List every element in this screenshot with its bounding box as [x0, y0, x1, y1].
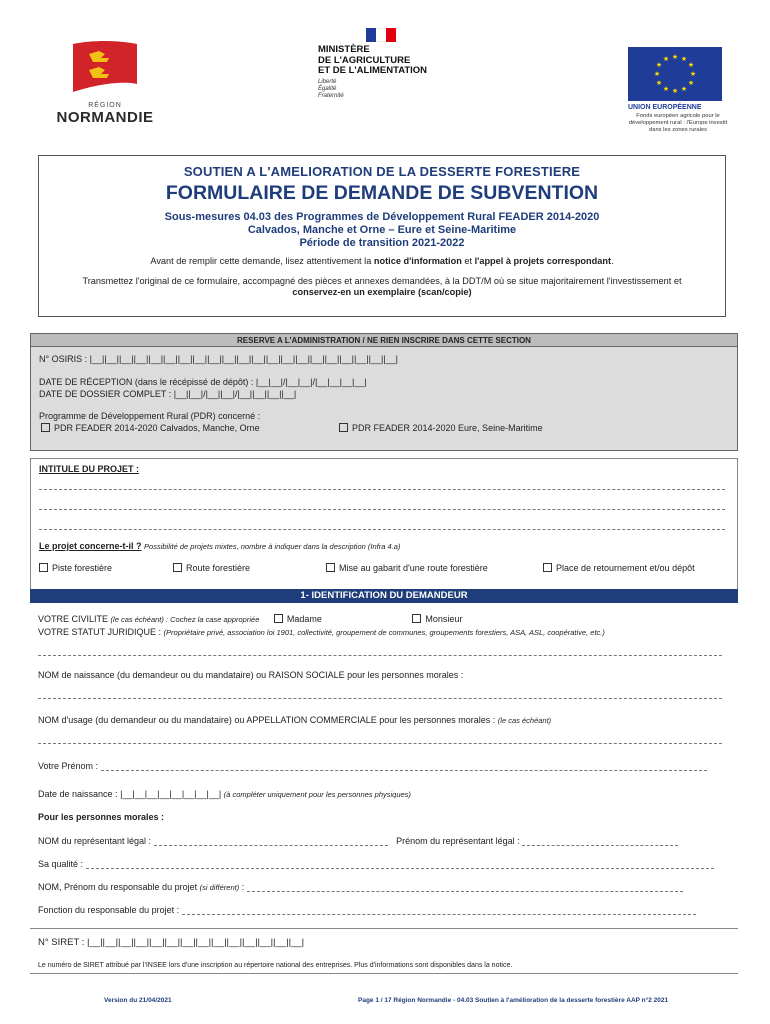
madame-option[interactable]: Madame	[274, 614, 322, 624]
pdr-option-eure[interactable]: PDR FEADER 2014-2020 Eure, Seine-Maritime	[339, 422, 543, 434]
checkbox[interactable]	[274, 614, 283, 623]
notice-text: Avant de remplir cette demande, lisez attentivement la notice d'information et l'appel à projets correspondant.	[150, 256, 614, 266]
representant-row: NOM du représentant légal : Prénom du représentant légal :	[38, 836, 678, 846]
normandie-flag-icon	[67, 40, 143, 98]
svg-text:★: ★	[689, 70, 697, 78]
complete-date-field[interactable]: DATE DE DOSSIER COMPLET : |__||__|/|__||__|/|__||__||__||__|	[39, 389, 297, 399]
form-kicker: SOUTIEN A L'AMELIORATION DE LA DESSERTE FORESTIERE	[183, 164, 581, 179]
project-type-option[interactable]: Route forestière	[173, 563, 250, 573]
project-type-option[interactable]: Place de retournement et/ou dépôt	[543, 563, 695, 573]
intitule-line[interactable]	[39, 509, 725, 510]
prenom-row: Votre Prénom :	[38, 761, 707, 771]
naissance-row: Date de naissance : |__|__|__|__|__|__|__|__| (à compléter uniquement pour les personnes physiques)	[38, 789, 411, 799]
svg-text:★: ★	[655, 61, 663, 69]
svg-text:★: ★	[671, 87, 679, 95]
title-box	[38, 155, 726, 317]
transmit-text: Transmettez l'original de ce formulaire, accompagné des pièces et annexes demandées, à la DDT/M où se situe majoritairement l'investissement et conservez-en un exemplaire (scan/copie)	[82, 276, 682, 297]
svg-text:★: ★	[687, 79, 695, 87]
svg-text:★: ★	[680, 55, 688, 63]
rep-nom-field[interactable]	[154, 837, 388, 846]
intitule-section	[30, 458, 738, 591]
statut-field[interactable]	[38, 655, 722, 656]
union-europeenne-logo	[628, 47, 728, 133]
ministere-logo	[318, 28, 468, 100]
svg-text:★: ★	[671, 53, 679, 61]
naissance-field[interactable]: |__|__|__|__|__|__|__|__|	[120, 789, 222, 799]
siret-row: N° SIRET : |__||__||__||__||__||__||__||__||__||__||__||__||__||__|	[38, 937, 305, 948]
ue-name: UNION EUROPÉENNE	[628, 104, 702, 111]
responsable-row: NOM, Prénom du responsable du projet (si différent) :	[38, 882, 683, 892]
rep-prenom-field[interactable]	[522, 837, 678, 846]
nom-usage-field[interactable]	[38, 743, 722, 744]
admin-header: RESERVE A L'ADMINISTRATION / NE RIEN INSCRIRE DANS CETTE SECTION	[31, 334, 737, 347]
checkbox[interactable]	[339, 423, 348, 432]
siret-section	[30, 928, 738, 974]
checkbox[interactable]	[173, 563, 182, 572]
pdr-option-calvados[interactable]: PDR FEADER 2014-2020 Calvados, Manche, Orne	[41, 422, 260, 434]
qualite-field[interactable]	[86, 860, 714, 869]
project-type-option[interactable]: Piste forestière	[39, 563, 112, 573]
footer-version: Version du 21/04/2021	[104, 997, 172, 1004]
identification-band: 1- IDENTIFICATION DU DEMANDEUR	[30, 589, 738, 603]
region-normandie-logo	[50, 40, 160, 126]
nom-naissance-label: NOM de naissance (du demandeur ou du mandataire) ou RAISON SOCIALE pour les personnes morales :	[38, 670, 464, 680]
nom-naissance-field[interactable]	[38, 698, 722, 699]
region-small-label: RÉGION	[88, 102, 122, 109]
project-type-question: Le projet concerne-t-il ? Possibilité de projets mixtes, nombre à indiquer dans la description (Infra 4.a)	[39, 541, 401, 551]
checkbox[interactable]	[543, 563, 552, 572]
prenom-field[interactable]	[101, 762, 707, 771]
siret-note: Le numéro de SIRET attribué par l'INSEE lors d'une inscription au répertoire national des entreprises. Plus d'informations sont disponibles dans la notice.	[38, 962, 513, 969]
checkbox[interactable]	[326, 563, 335, 572]
svg-text:★: ★	[662, 55, 670, 63]
morales-heading: Pour les personnes morales :	[38, 812, 165, 822]
page-title: FORMULAIRE DE DEMANDE DE SUBVENTION	[165, 182, 599, 204]
checkbox[interactable]	[39, 563, 48, 572]
republic-motto: Liberté Égalité Fraternité	[318, 78, 344, 99]
footer-page: Page 1 / 17 Région Normandie - 04.03 Soutien à l'amélioration de la desserte forestière AAP n°2 2021	[358, 997, 669, 1004]
monsieur-option[interactable]: Monsieur	[412, 614, 462, 624]
region-name: NORMANDIE	[56, 109, 154, 126]
header-logos	[0, 0, 770, 150]
fonction-field[interactable]	[182, 906, 696, 915]
checkbox[interactable]	[412, 614, 421, 623]
pdr-label: Programme de Développement Rural (PDR) concerné :	[39, 411, 261, 421]
eu-flag-icon	[628, 47, 722, 101]
svg-text:★: ★	[687, 61, 695, 69]
civilite-row: VOTRE CIVILITE (le cas échéant) : Cochez la case appropriée Madame Monsieur	[38, 614, 463, 624]
intitule-line[interactable]	[39, 529, 725, 530]
siret-field[interactable]: |__||__||__||__||__||__||__||__||__||__||__||__||__||__|	[87, 937, 305, 948]
ministere-name: MINISTÈRE DE L'AGRICULTURE ET DE L'ALIMENTATION	[318, 44, 428, 76]
intitule-line[interactable]	[39, 489, 725, 490]
responsable-field[interactable]	[247, 883, 683, 892]
intitule-label: INTITULE DU PROJET :	[39, 464, 140, 474]
qualite-row: Sa qualité :	[38, 859, 714, 869]
svg-text:★: ★	[655, 79, 663, 87]
osiris-field[interactable]: N° OSIRIS : |__||__||__||__||__||__||__||__||__||__||__||__||__||__||__||__||__||__||__||__||__|	[39, 354, 399, 364]
project-type-option[interactable]: Mise au gabarit d'une route forestière	[326, 563, 488, 573]
ue-tagline: Fonds européen agricole pour le développement rural : l'Europe investit dans les zones rurales	[628, 113, 728, 133]
svg-text:★: ★	[662, 85, 670, 93]
statut-row: VOTRE STATUT JURIDIQUE : (Propriétaire privé, association loi 1901, collectivité, groupement de communes, groupements forestiers, ASA, ASL, coopérative, etc.)	[38, 627, 605, 637]
admin-section	[30, 333, 738, 451]
marianne-flag-icon	[366, 28, 396, 42]
checkbox[interactable]	[41, 423, 50, 432]
svg-text:★: ★	[680, 85, 688, 93]
nom-usage-row: NOM d'usage (du demandeur ou du mandataire) ou APPELLATION COMMERCIALE pour les personnes morales : (le cas échéant)	[38, 715, 552, 725]
reception-date-field[interactable]: DATE DE RÉCEPTION (dans le récépissé de dépôt) : |__|__|/|__|__|/|__|__|__|__|	[39, 377, 367, 387]
fonction-row: Fonction du responsable du projet :	[38, 905, 696, 915]
svg-text:★: ★	[653, 70, 661, 78]
form-subtitle: Sous-mesures 04.03 des Programmes de Développement Rural FEADER 2014-2020 Calvados, Manche et Orne – Eure et Seine-Maritime Période de transition 2021-2022	[164, 211, 600, 249]
